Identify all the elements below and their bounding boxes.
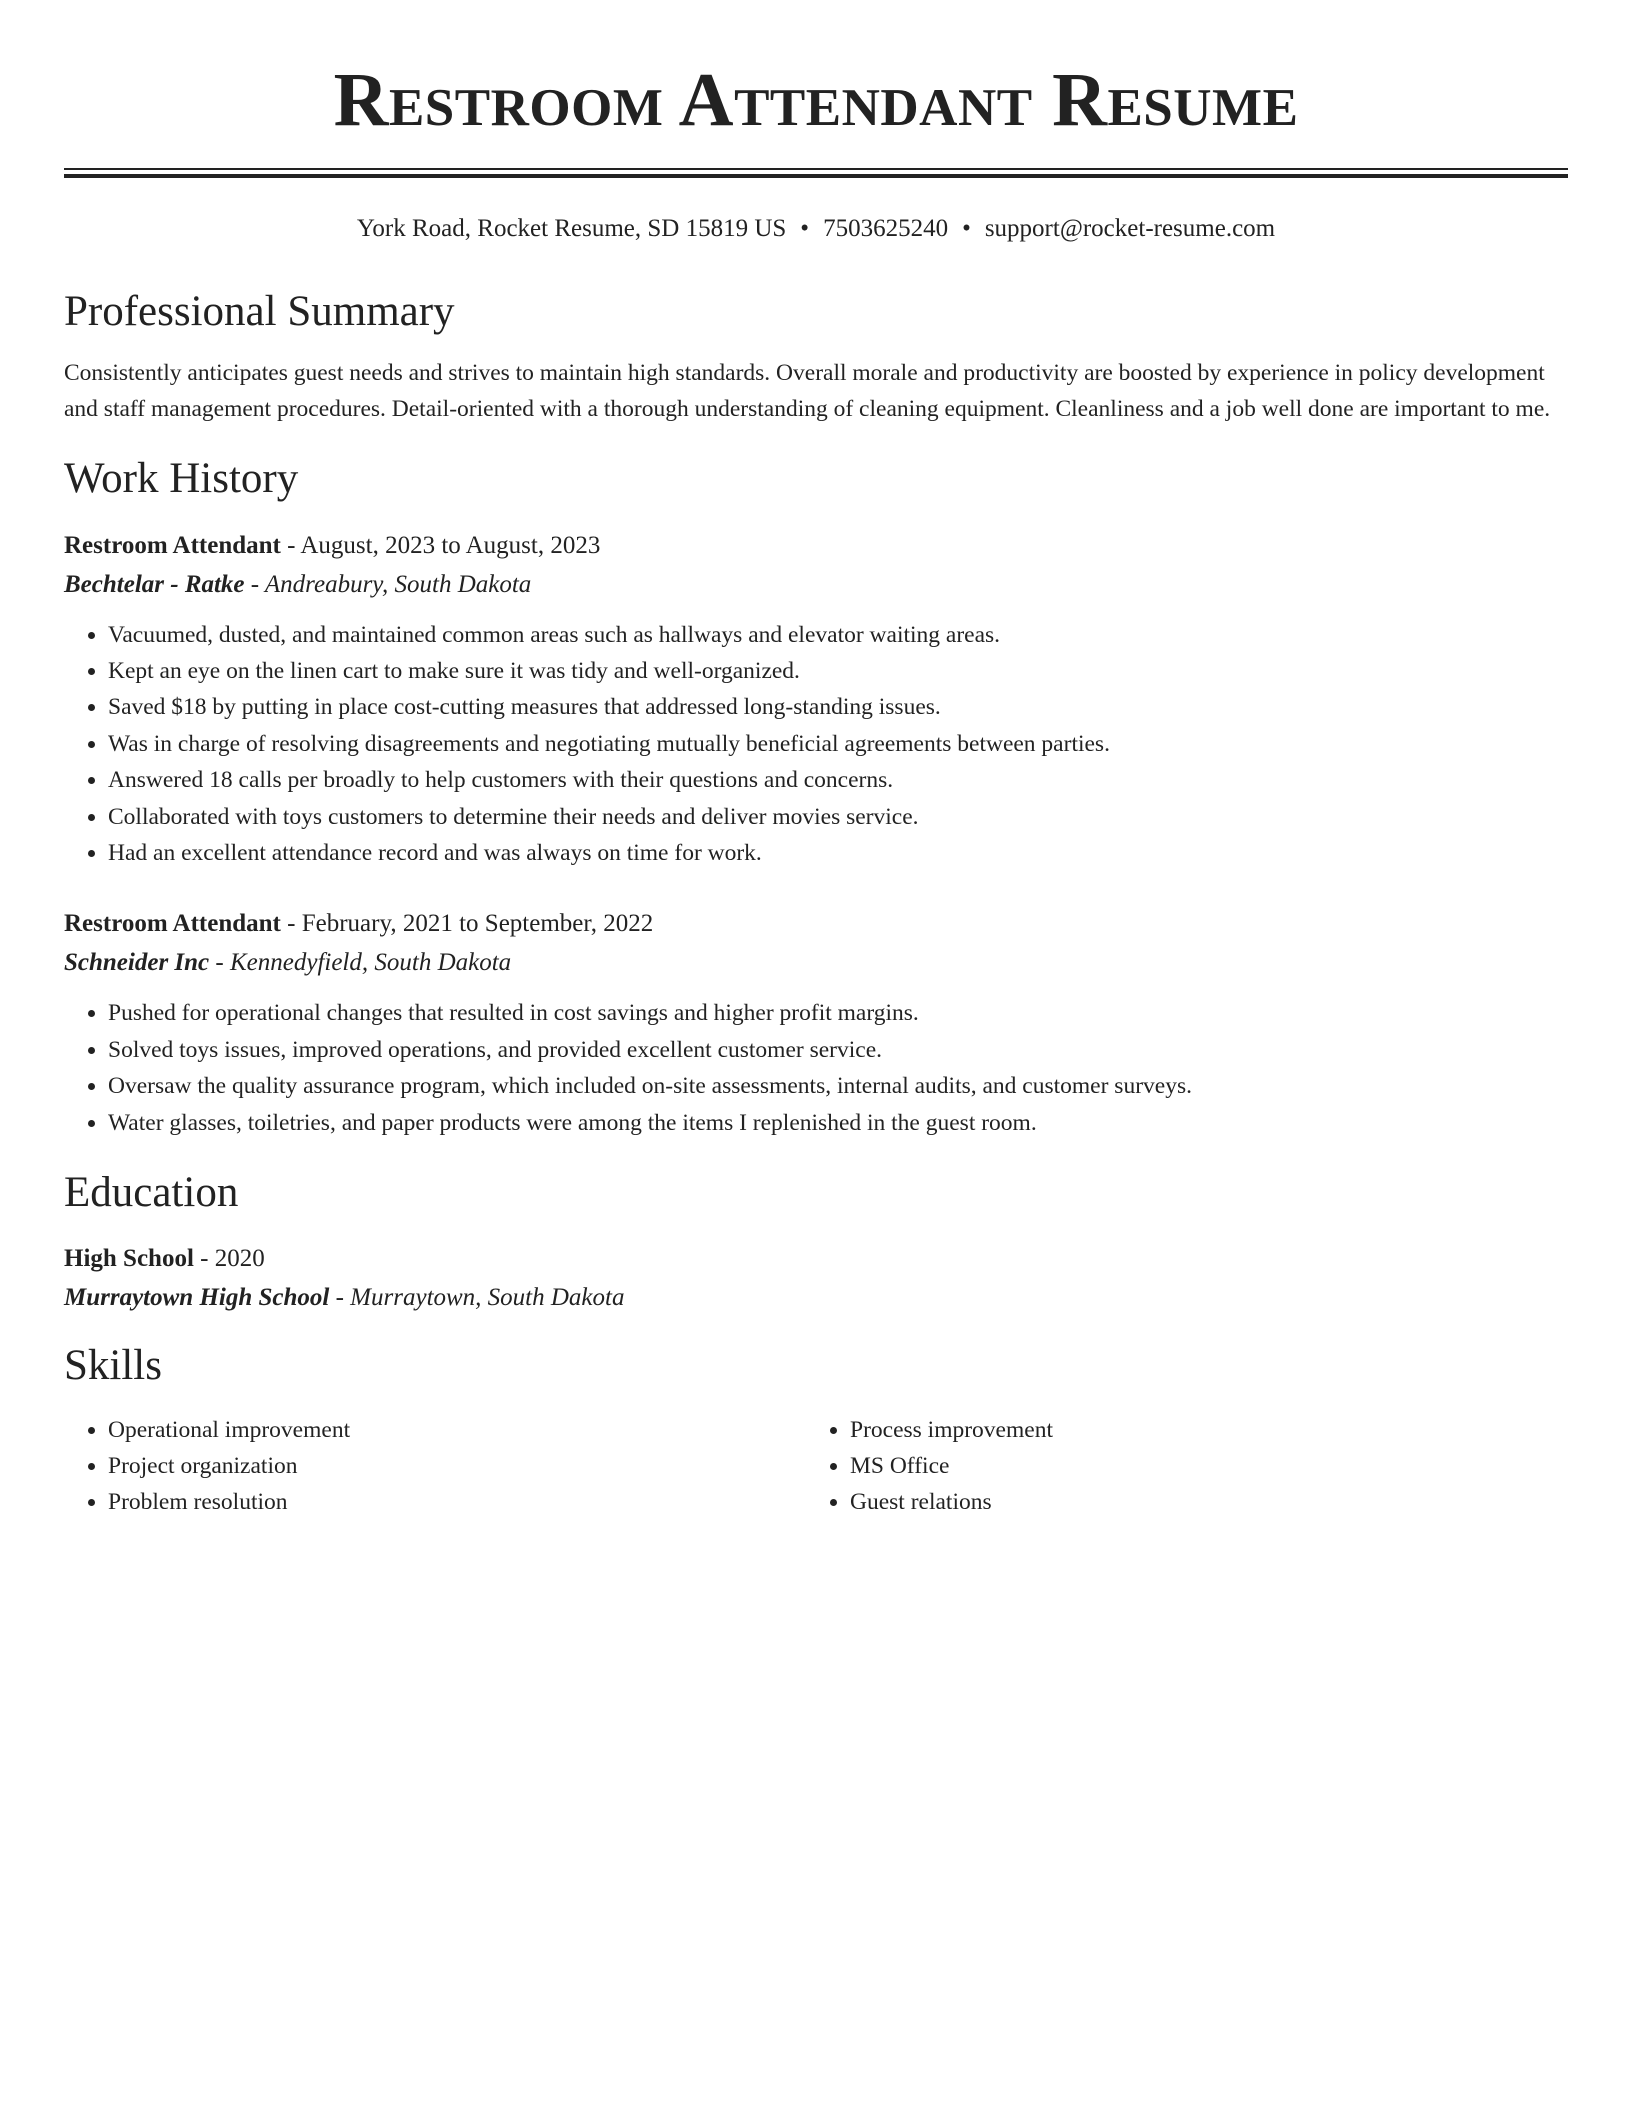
list-item: • Solved toys issues, improved operations, and provided excellent customer service. (108, 1032, 1568, 1068)
contact-email: support@rocket-resume.com (984, 215, 1276, 242)
job-bullets (64, 995, 1568, 1141)
education-school-line (64, 1278, 1568, 1318)
contact-address: York Road, Rocket Resume, SD 15819 US (356, 215, 787, 242)
section-heading-education: Education (64, 1169, 239, 1217)
list-item: • Problem resolution (108, 1484, 806, 1520)
list-item: • Was in charge of resolving disagreements and negotiating mutually beneficial agreements between parties. (108, 726, 1568, 762)
job-title: Restroom Attendant (64, 910, 281, 938)
skills-list-left (64, 1412, 806, 1520)
list-item: • Kept an eye on the linen cart to make sure it was tidy and well-organized. (108, 653, 1568, 689)
list-item: • Collaborated with toys customers to determine their needs and deliver movies service. (108, 799, 1568, 835)
job-entry (64, 527, 1568, 872)
skills-grid (64, 1412, 1568, 1520)
summary-text: Consistently anticipates guest needs and strives to maintain high standards. Overall morale and productivity are boosted by experience in policy development and staff management procedures. Detail-oriented with a thorough understanding of cleaning equipment. Cleanliness and a job well done are important to me. (64, 360, 1551, 423)
job-title-line (64, 527, 1568, 565)
list-item: • Guest relations (850, 1484, 1548, 1520)
list-item: • MS Office (850, 1448, 1548, 1484)
section-heading-summary: Professional Summary (64, 288, 455, 335)
job-company-line (64, 943, 1568, 983)
job-company-line (64, 565, 1568, 605)
job-title: Restroom Attendant (64, 531, 281, 559)
contact-separator: • (962, 215, 971, 242)
education-entry (64, 1240, 1568, 1318)
contact-separator: • (800, 215, 810, 242)
job-company: Schneider Inc (64, 949, 210, 977)
job-location: - Kennedyfield, South Dakota (209, 949, 512, 977)
job-location: - Andreabury, South Dakota (244, 570, 532, 598)
skills-list-right (806, 1412, 1548, 1520)
list-item: • Oversaw the quality assurance program, which included on-site assessments, internal audits, and customer surveys. (108, 1068, 1568, 1104)
job-entry (64, 905, 1568, 1141)
job-bullets (64, 617, 1568, 872)
list-item: • Operational improvement (108, 1412, 806, 1448)
section-heading-skills: Skills (64, 1342, 162, 1390)
list-item: • Process improvement (850, 1412, 1548, 1448)
list-item: • Project organization (108, 1448, 806, 1484)
contact-line (64, 214, 1568, 244)
education-degree: High School (64, 1245, 194, 1273)
job-dates: - February, 2021 to September, 2022 (280, 910, 654, 938)
education-year: - 2020 (193, 1245, 265, 1273)
list-item: • Vacuumed, dusted, and maintained common areas such as hallways and elevator waiting areas. (108, 617, 1568, 653)
contact-phone: 7503625240 (823, 215, 949, 242)
list-item: • Saved $18 by putting in place cost-cutting measures that addressed long-standing issues. (108, 689, 1568, 725)
job-title-line (64, 905, 1568, 943)
list-item: • Had an excellent attendance record and was always on time for work. (108, 835, 1568, 871)
education-degree-line (64, 1240, 1568, 1278)
job-dates: - August, 2023 to August, 2023 (280, 531, 601, 559)
title-divider (64, 168, 1568, 178)
resume-title: Restroom Attendant Resume (333, 58, 1299, 142)
job-company: Bechtelar - Ratke (64, 570, 245, 598)
education-school: Murraytown High School (64, 1284, 330, 1312)
list-item: • Answered 18 calls per broadly to help customers with their questions and concerns. (108, 762, 1568, 798)
section-heading-work-history: Work History (64, 455, 299, 503)
education-location: - Murraytown, South Dakota (329, 1284, 625, 1312)
list-item: • Water glasses, toiletries, and paper products were among the items I replenished in the guest room. (108, 1105, 1568, 1141)
list-item: • Pushed for operational changes that resulted in cost savings and higher profit margins. (108, 995, 1568, 1031)
